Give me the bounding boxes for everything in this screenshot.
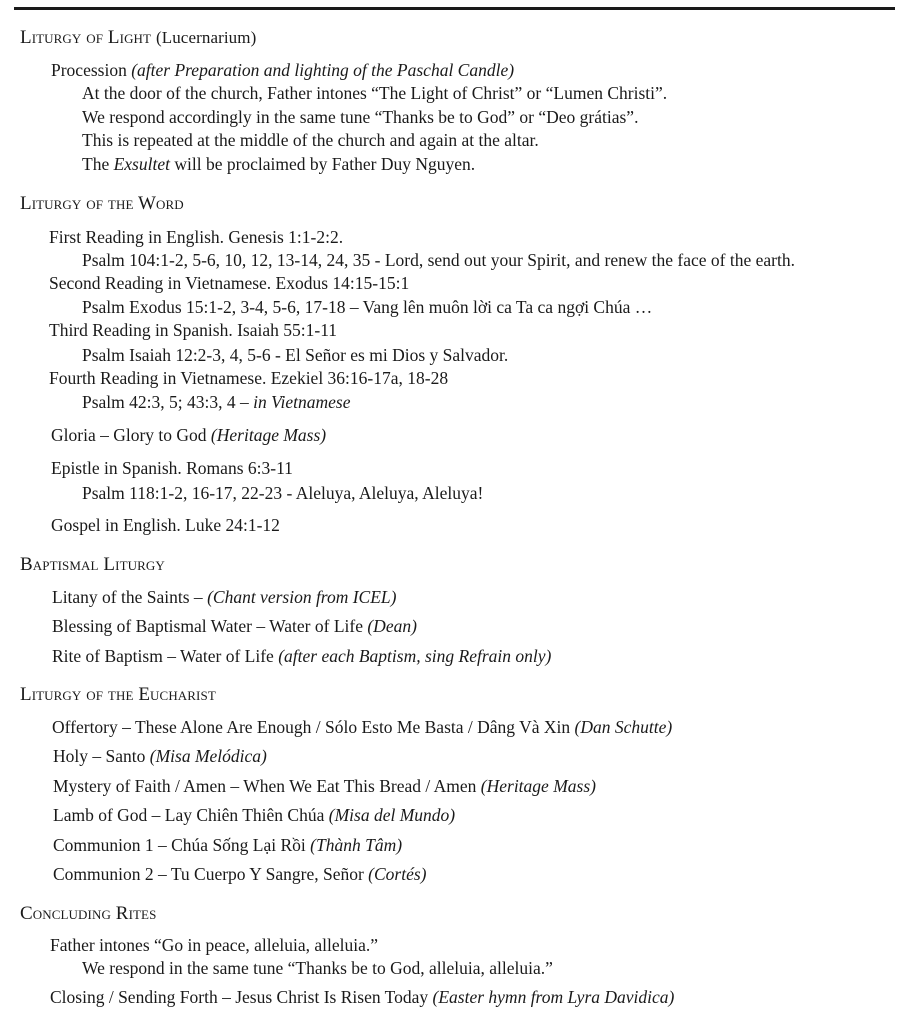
exsultet-post: will be proclaimed by Father Duy Nguyen. bbox=[169, 154, 476, 174]
section-heading-concluding-rites: Concluding Rites bbox=[20, 903, 157, 924]
top-rule bbox=[14, 7, 895, 10]
mystery-note: (Heritage Mass) bbox=[480, 776, 596, 796]
lamb-note: (Misa del Mundo) bbox=[328, 805, 456, 825]
procession-label: Procession bbox=[51, 60, 132, 80]
lamb-of-god bbox=[53, 804, 455, 826]
psalm-42 bbox=[82, 391, 350, 413]
mystery-of-faith bbox=[53, 775, 596, 797]
light-line-3: This is repeated at the middle of the church and again at the altar. bbox=[82, 130, 539, 150]
communion-1 bbox=[53, 834, 402, 856]
holy-text: Holy – Santo bbox=[53, 746, 150, 766]
closing-text: Closing / Sending Forth – Jesus Christ Is Risen Today bbox=[50, 987, 433, 1007]
procession-line bbox=[51, 59, 514, 81]
epistle: Epistle in Spanish. Romans 6:3-11 bbox=[51, 458, 293, 478]
section-heading-baptismal-liturgy: Baptismal Liturgy bbox=[20, 554, 165, 575]
offertory bbox=[52, 716, 672, 738]
light-line-2: We respond accordingly in the same tune “Thanks be to God” or “Deo grátias”. bbox=[82, 107, 639, 127]
holy bbox=[53, 745, 267, 767]
psalm-104: Psalm 104:1-2, 5-6, 10, 12, 13-14, 24, 35 - Lord, send out your Spirit, and renew the face of the earth. bbox=[82, 250, 795, 270]
exsultet-line bbox=[82, 153, 475, 175]
communion-2-note: (Cortés) bbox=[368, 864, 427, 884]
rite-text: Rite of Baptism – Water of Life bbox=[52, 646, 279, 666]
communion-1-note: (Thành Tâm) bbox=[310, 835, 403, 855]
section-heading-liturgy-of-the-eucharist: Liturgy of the Eucharist bbox=[20, 684, 216, 705]
litany-of-the-saints bbox=[52, 586, 396, 608]
procession-note: (after Preparation and lighting of the Paschal Candle) bbox=[131, 60, 515, 80]
section-heading-liturgy-of-the-word: Liturgy of the Word bbox=[20, 193, 184, 214]
father-intones: Father intones “Go in peace, alleluia, alleluia.” bbox=[50, 935, 378, 955]
offertory-note: (Dan Schutte) bbox=[574, 717, 673, 737]
closing-hymn bbox=[50, 986, 674, 1008]
psalm-isaiah: Psalm Isaiah 12:2-3, 4, 5-6 - El Señor es mi Dios y Salvador. bbox=[82, 345, 509, 365]
communion-2 bbox=[53, 863, 427, 885]
blessing-of-water bbox=[52, 615, 417, 637]
closing-note: (Easter hymn from Lyra Davidica) bbox=[432, 987, 675, 1007]
light-line-1: At the door of the church, Father intones “The Light of Christ” or “Lumen Christi”. bbox=[82, 83, 668, 103]
rite-note: (after each Baptism, sing Refrain only) bbox=[278, 646, 552, 666]
section-heading-liturgy-of-light bbox=[20, 27, 256, 49]
heading-text: Liturgy of Light bbox=[20, 27, 152, 48]
litany-note: (Chant version from ICEL) bbox=[207, 587, 397, 607]
we-respond: We respond in the same tune “Thanks be to God, alleluia, alleluia.” bbox=[82, 958, 553, 978]
litany-text: Litany of the Saints – bbox=[52, 587, 208, 607]
holy-note: (Misa Melódica) bbox=[149, 746, 267, 766]
communion-1-text: Communion 1 – Chúa Sống Lại Rồi bbox=[53, 835, 311, 855]
first-reading: First Reading in English. Genesis 1:1-2:2. bbox=[49, 227, 344, 247]
rite-of-baptism bbox=[52, 645, 551, 667]
gloria-text: Gloria – Glory to God bbox=[51, 425, 211, 445]
communion-2-text: Communion 2 – Tu Cuerpo Y Sangre, Señor bbox=[53, 864, 369, 884]
psalm-118: Psalm 118:1-2, 16-17, 22-23 - Aleluya, Aleluya, Aleluya! bbox=[82, 483, 484, 503]
exsultet-title: Exsultet bbox=[113, 154, 170, 174]
psalm-42-note: in Vietnamese bbox=[253, 392, 351, 412]
mystery-text: Mystery of Faith / Amen – When We Eat This Bread / Amen bbox=[53, 776, 481, 796]
exsultet-pre: The bbox=[82, 154, 114, 174]
blessing-text: Blessing of Baptismal Water – Water of Life bbox=[52, 616, 368, 636]
lamb-text: Lamb of God – Lay Chiên Thiên Chúa bbox=[53, 805, 329, 825]
gospel: Gospel in English. Luke 24:1-12 bbox=[51, 515, 280, 535]
blessing-note: (Dean) bbox=[367, 616, 417, 636]
gloria-note: (Heritage Mass) bbox=[210, 425, 327, 445]
psalm-exodus: Psalm Exodus 15:1-2, 3-4, 5-6, 17-18 – Vang lên muôn lời ca Ta ca ngợi Chúa … bbox=[82, 297, 653, 317]
second-reading: Second Reading in Vietnamese. Exodus 14:15-15:1 bbox=[49, 273, 410, 293]
fourth-reading: Fourth Reading in Vietnamese. Ezekiel 36:16-17a, 18-28 bbox=[49, 368, 449, 388]
heading-subtitle: (Lucernarium) bbox=[155, 28, 257, 47]
psalm-42-text: Psalm 42:3, 5; 43:3, 4 – bbox=[82, 392, 254, 412]
third-reading: Third Reading in Spanish. Isaiah 55:1-11 bbox=[49, 320, 338, 340]
offertory-text: Offertory – These Alone Are Enough / Sólo Esto Me Basta / Dâng Và Xin bbox=[52, 717, 575, 737]
gloria bbox=[51, 424, 326, 446]
